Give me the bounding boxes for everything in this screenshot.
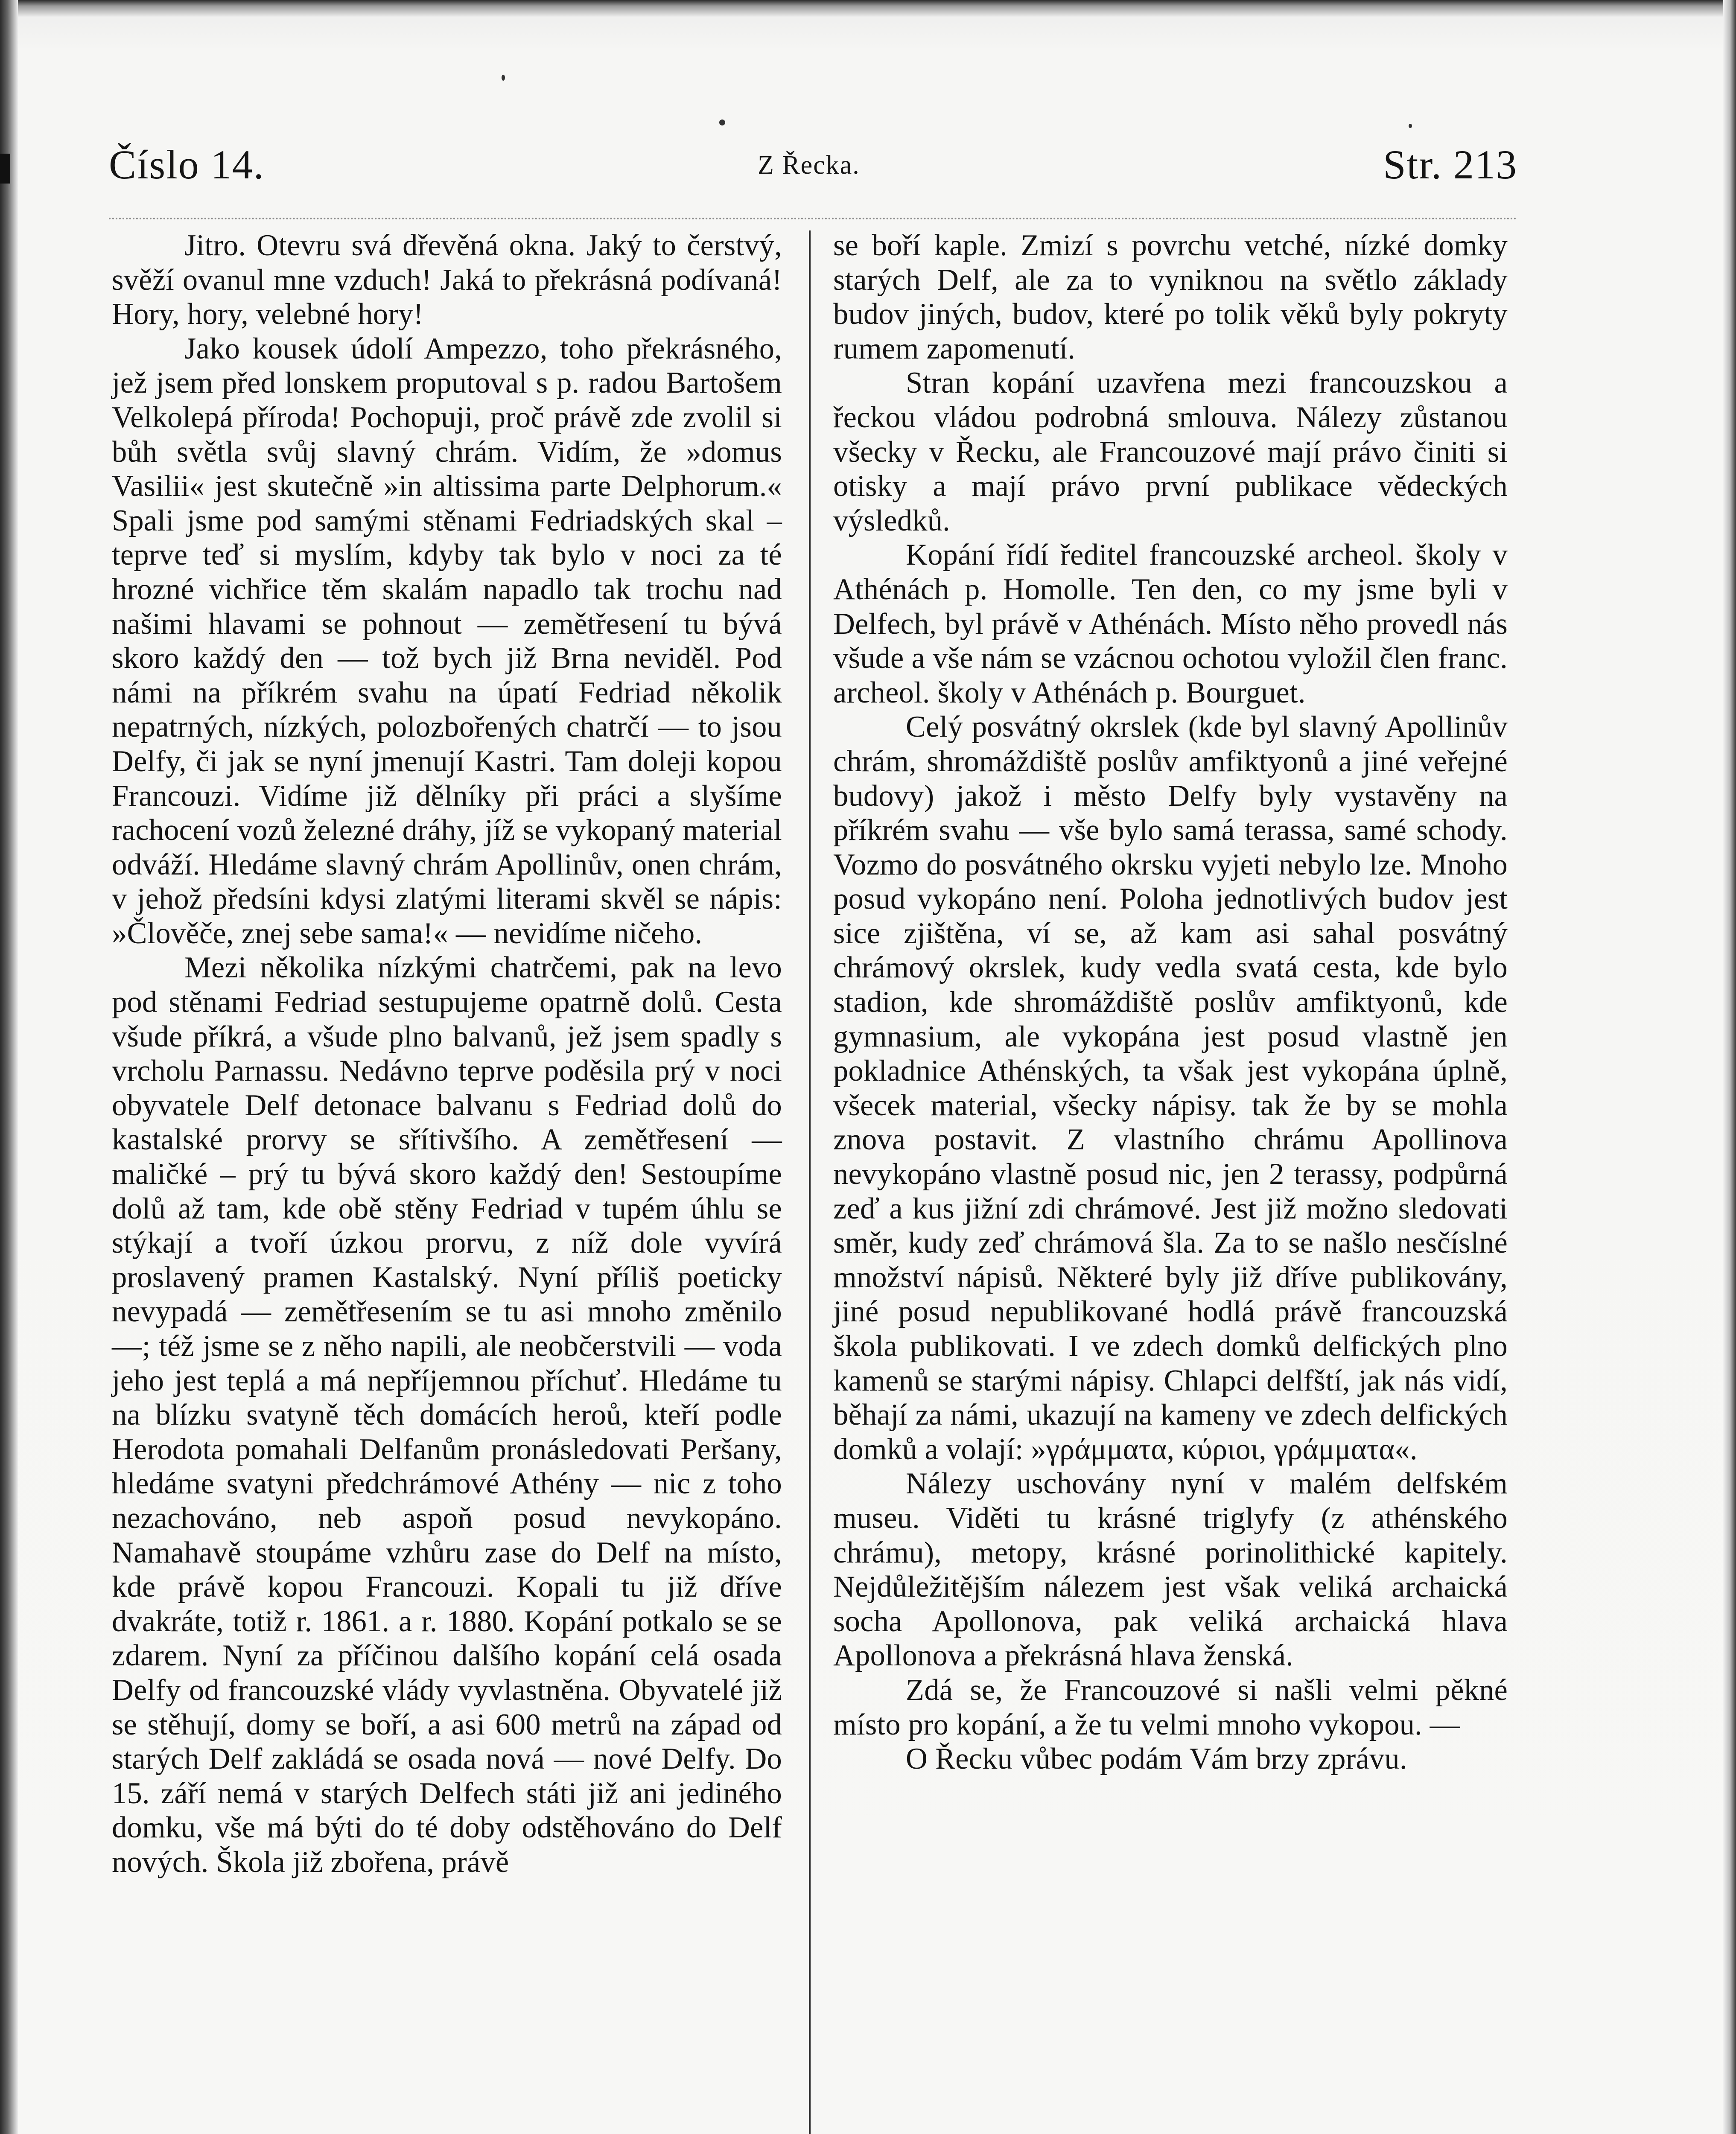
- paragraph: Jako kousek údolí Ampezzo, toho překrásného, jež jsem před lonskem proputoval s p. radou Bartošem Velkolepá příroda! Pochopuji, proč právě zde zvolil si bůh světla svůj slavný chrám. Vidím, že »domus Vasilii« jest skutečně »in altissima parte Delphorum.« Spali jsme pod samými stěnami Fedriadských skal – teprve teď si myslím, kdyby tak bylo v noci za té hrozné vichřice těm skalám napadlo tak trochu nad našimi hlavami se pohnout — zemětřesení tu bývá skoro každý den — tož bych již Brna neviděl. Pod námi na příkrém svahu na úpatí Fedriad několik nepatrných, nízkých, polozbořených chatrčí — to jsou Delfy, či jak se nyní jmenují Kastri. Tam doleji kopou Francouzi. Vidíme již dělníky při práci a slyšíme rachocení vozů železné dráhy, jíž se vykopaný material odváží. Hledáme slavný chrám Apollinův, onen chrám, v jehož předsíni kdysi zlatými literami skvěl se nápis: »Člověče, znej sebe sama!« — nevidíme ničeho.: [112, 332, 782, 950]
- paragraph: Kopání řídí ředitel francouzské archeol. školy v Athénách p. Homolle. Ten den, co my jsme byli v Delfech, byl právě v Athénách. Místo něho provedl nás všude a vše nám se vzácnou ochotou vyložil člen franc. archeol. školy v Athénách p. Bourguet.: [833, 538, 1508, 709]
- column-divider: [809, 230, 811, 2134]
- left-scan-notch: [0, 154, 10, 184]
- paragraph: Celý posvátný okrslek (kde byl slavný Apollinův chrám, shromáždiště poslův amfiktyonů a jiné veřejné budovy) jakož i město Delfy byly vystavěny na příkrém svahu — vše bylo samá terassa, samé schody. Vozmo do posvátného okrsku vyjeti nebylo lze. Mnoho posud vykopáno není. Poloha jednotlivých budov jest sice zjištěna, ví se, až kam asi sahal posvátný chrámový okrslek, kudy vedla svatá cesta, kde bylo stadion, kde shromáždiště poslův amfiktyonů, kde gymnasium, ale vykopána jest posud vlastně jen pokladnice Athénských, ta však jest vykopána úplně, všecek material, všecky nápisy. tak že by se mohla znova postavit. Z vlastního chrámu Apollinova nevykopáno vlastně posud nic, jen 2 terassy, podpůrná zeď a kus jižní zdi chrámové. Jest již možno sledovati směr, kudy zeď chrámová šla. Za to se našlo nesčíslné množství nápisů. Některé byly již dříve publikovány, jiné posud nepublikované hodlá právě francouzská škola publikovati. I ve zdech domků delfických plno kamenů se starými nápisy. Chlapci delfští, jak nás vidí, běhají za námi, ukazují na kameny ve zdech delfických domků a volají: »γράμματα, κύριοι, γράμματα«.: [833, 710, 1508, 1466]
- paragraph: Mezi několika nízkými chatrčemi, pak na levo pod stěnami Fedriad sestupujeme opatrně dolů. Cesta všude příkrá, a všude plno balvanů, jež jsem spadly s vrcholu Parnassu. Nedávno teprve poděsila prý v noci obyvatele Delf detonace balvanu s Fedriad dolů do kastalské prorvy se sřítivšího. A zemětřesení — maličké – prý tu bývá skoro každý den! Sestoupíme dolů až tam, kde obě stěny Fedriad v tupém úhlu se stýkají a tvoří úzkou prorvu, z níž dole vyvírá proslavený pramen Kastalský. Nyní příliš poeticky nevypadá — zemětřesením se tu asi mnoho změnilo —; též jsme se z něho napili, ale neobčerstvili — voda jeho jest teplá a má nepříjemnou příchuť. Hledáme tu na blízku svatyně těch domácích heroů, kteří podle Herodota pomahali Delfanům pronásledovati Peršany, hledáme svatyni předchrámové Athény — nic z toho nezachováno, neb aspoň posud nevykopáno. Namahavě stoupáme vzhůru zase do Delf na místo, kde právě kopou Francouzi. Kopali tu již dříve dvakráte, totiž r. 1861. a r. 1880. Kopání potkalo se se zdarem. Nyní za příčinou dalšího kopání celá osada Delfy od francouzské vlády vyvlastněna. Obyvatelé již se stěhují, domy se boří, a asi 600 metrů na západ od starých Delf zakládá se osada nová — nové Delfy. Do 15. září nemá v starých Delfech státi již ani jediného domku, vše má býti do té doby odstěhováno do Delf nových. Škola již zbořena, právě: [112, 951, 782, 1879]
- paragraph: Zdá se, že Francouzové si našli velmi pěkné místo pro kopání, a že tu velmi mnoho vykopou. —: [833, 1673, 1508, 1741]
- running-header: [109, 141, 1517, 196]
- header-rule: [109, 218, 1517, 219]
- paragraph: Nálezy uschovány nyní v malém delfském museu. Viděti tu krásné triglyfy (z athénského chrámu), metopy, krásné porinolithické kapitely. Nejdůležitějším nálezem jest však veliká archaická socha Apollonova, pak veliká archaická hlava Apollonova a překrásná hlava ženská.: [833, 1467, 1508, 1673]
- dust-speck: [719, 120, 725, 125]
- left-column: [112, 228, 782, 1880]
- right-scan-edge: [1723, 0, 1736, 2134]
- top-scan-shadow: [0, 0, 1736, 17]
- right-column: [833, 228, 1508, 1776]
- paragraph: Jitro. Otevru svá dřevěná okna. Jaký to čerstvý, svěží ovanul mne vzduch! Jaká to překrásná podívaná! Hory, hory, velebné hory!: [112, 229, 782, 331]
- page-number: Str. 213: [1383, 142, 1517, 187]
- section-title: Z Řecka.: [758, 151, 860, 180]
- dust-speck: [1409, 124, 1412, 128]
- left-scan-edge: [0, 0, 18, 2134]
- paragraph: O Řecku vůbec podám Vám brzy zprávu.: [906, 1742, 1407, 1776]
- issue-number: Číslo 14.: [109, 142, 265, 187]
- dust-speck: [502, 75, 505, 81]
- paragraph: Stran kopání uzavřena mezi francouzskou a řeckou vládou podrobná smlouva. Nálezy zůstanou všecky v Řecku, ale Francouzové mají právo činiti si otisky a mají právo první publikace vědeckých výsledků.: [833, 366, 1508, 537]
- paragraph: se boří kaple. Zmizí s povrchu vetché, nízké domky starých Delf, ale za to vyniknou na světlo základy budov jiných, budov, které po tolik věků byly pokryty rumem zapomenutí.: [833, 229, 1508, 365]
